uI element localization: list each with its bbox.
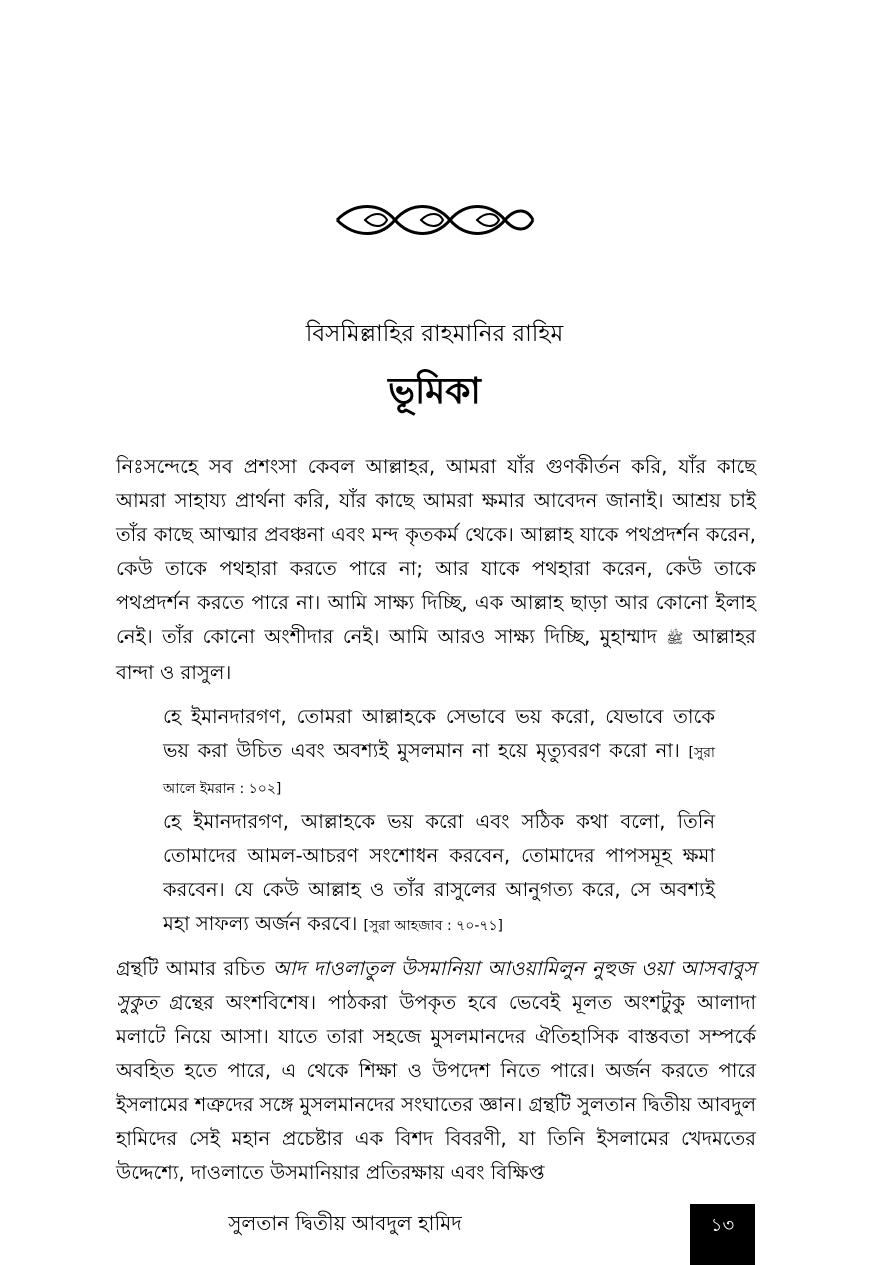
intro-paragraph-text: নিঃসন্দেহে সব প্রশংসা কেবল আল্লাহর, আমরা যাঁর গুণকীর্তন করি, যাঁর কাছে আমরা সাহায্য প্রার্থনা করি, যাঁর কাছে আমরা ক্ষমার আবেদন জানাই। আশ্রয় চাই তাঁর কাছে আত্মার প্রবঞ্চনা এবং মন্দ কৃতকর্ম থেকে। আল্লাহ যাকে পথপ্রদর্শন করেন, কেউ তাকে পথহারা করতে পারে না; আর যাকে পথহারা করেন, কেউ তাকে পথপ্রদর্শন করতে পারে না। আমি সাক্ষ্য দিচ্ছি, এক আল্লাহ ছাড়া আর কোনো ইলাহ নেই। তাঁর কোনো অংশীদার নেই। আমি আরও সাক্ষ্য দিচ্ছি, মুহাম্মাদ (116, 455, 756, 648)
quote-2-reference: [সুরা আহজাব : ৭০-৭১] (363, 918, 504, 934)
chapter-title: ভূমিকা (388, 371, 481, 412)
quran-quote-1 (163, 700, 715, 806)
book-description-paragraph (116, 952, 756, 1190)
interlaced-knot-ornament-icon (335, 200, 535, 240)
intro-paragraph (116, 450, 756, 690)
quote-1-text: হে ইমানদারগণ, তোমরা আল্লাহকে সেভাবে ভয় করো, যেভাবে তাকে ভয় করা উচিত এবং অবশ্যই মুসলমান না হয়ে মৃত্যুবরণ করো না। (163, 705, 715, 762)
running-footer-title: সুলতান দ্বিতীয় আবদুল হামিদ (228, 1211, 462, 1235)
honorific-symbol: ﷺ (666, 631, 684, 647)
book-title-italic: আদ দাওলাতুল উসমানিয়া আওয়ামিলুন নুহুজ ওয়া আসবাবুস সুকুত (116, 957, 756, 1014)
quran-quote-2 (163, 805, 715, 943)
quote-2-text: হে ইমানদারগণ, আল্লাহকে ভয় করো এবং সঠিক কথা বলো, তিনি তোমাদের আমল-আচরণ সংশোধন করবেন, তোমাদের পাপসমূহ ক্ষমা করবেন। যে কেউ আল্লাহ ও তাঁর রাসুলের আনুগত্য করে, সে অবশ্যই মহা সাফল্য অর্জন করবে। (163, 810, 715, 935)
intro-paragraph-end: আল্লাহর বান্দা ও রাসুল। (116, 625, 756, 684)
para2-rest: গ্রন্থের অংশবিশেষ। পাঠকরা উপকৃত হবে ভেবেই মূলত অংশটুকু আলাদা মলাটে নিয়ে আসা। যাতে তারা সহজে মুসলমানদের ঐতিহাসিক বাস্তবতা সম্পর্কে অবহিত হতে পারে, এ থেকে শিক্ষা ও উপদেশ নিতে পারে। অর্জন করতে পারে ইসলামের শত্রুদের সঙ্গে মুসলমানদের সংঘাতের জ্ঞান। গ্রন্থটি সুলতান দ্বিতীয় আবদুল হামিদের সেই মহান প্রচেষ্টার এক বিশদ বিবরণী, যা তিনি ইসলামের খেদমতের উদ্দেশ্যে, দাওলাতে উসমানিয়ার প্রতিরক্ষায় এবং বিক্ষিপ্ত (116, 991, 756, 1184)
bismillah-heading: বিসমিল্লাহির রাহমানির রাহিম (305, 321, 564, 347)
page-number-box (690, 1204, 755, 1265)
para2-start: গ্রন্থটি আমার রচিত (116, 957, 266, 980)
page-number: ১৩ (710, 1215, 735, 1236)
quote-1-reference: [সুরা আলে ইমরান : ১০২] (163, 745, 715, 797)
